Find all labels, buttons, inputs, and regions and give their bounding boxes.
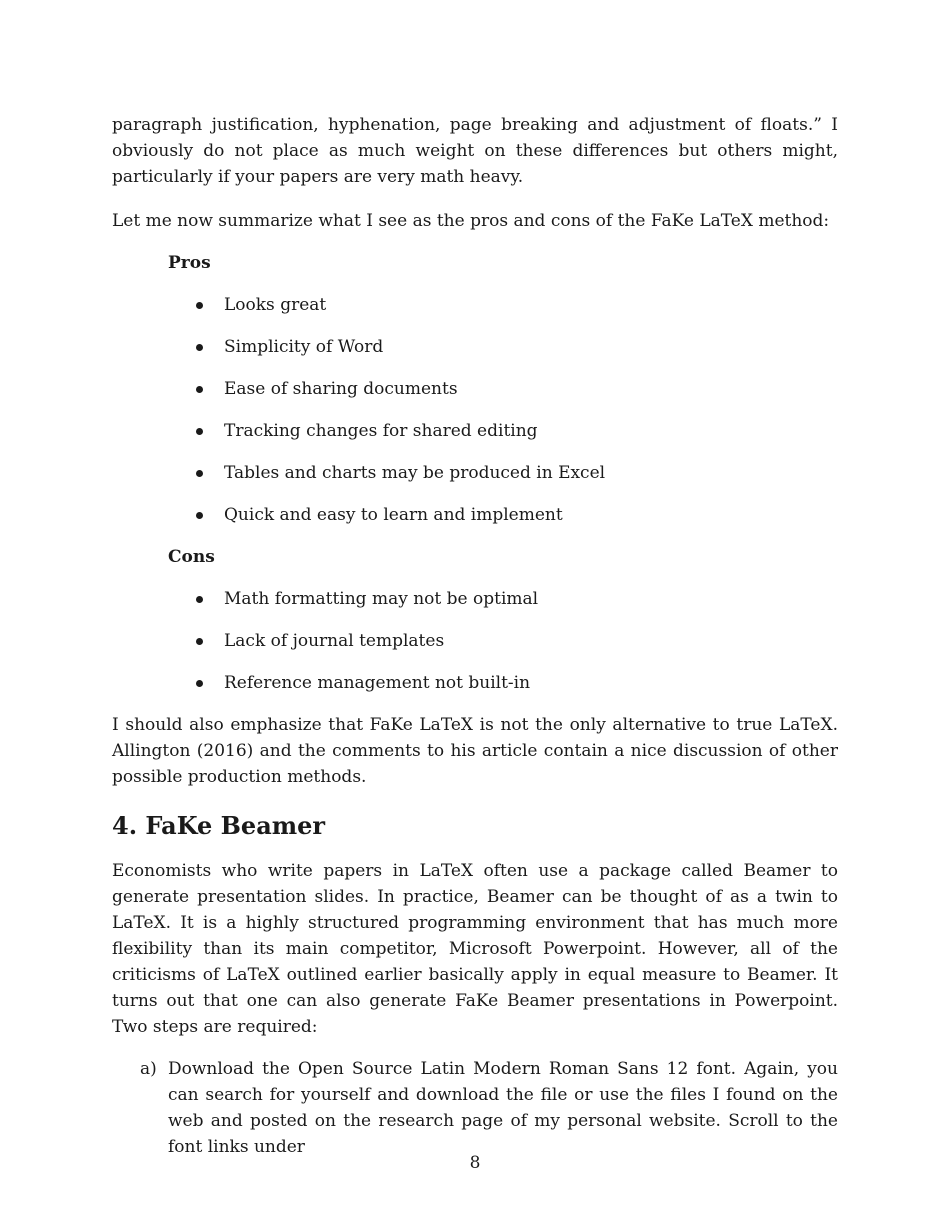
list-item: Tables and charts may be produced in Excel [112,460,838,486]
paragraph-floats-continuation: paragraph justification, hyphenation, page breaking and adjustment of floats.” I obviously do not place as much weight on these differences but others might, particularly if your papers are very math heavy. [112,115,838,187]
paragraph-alternatives: I should also emphasize that FaKe LaTeX is not the only alternative to true LaTeX. Allington (2016) and the comments to his article contain a nice discussion of other possible production methods. [112,715,838,787]
steps-list [112,1056,838,1160]
page-number: 8 [469,1153,481,1173]
bullet-icon [196,470,203,477]
bullet-icon [196,512,203,519]
list-item: Looks great [112,292,838,318]
list-item: Quick and easy to learn and implement [112,502,838,528]
cons-heading: Cons [168,547,215,567]
list-item: Reference management not built-in [112,670,838,696]
pros-heading: Pros [168,253,211,273]
bullet-icon [196,596,203,603]
cons-list [112,586,838,696]
bullet-icon [196,680,203,687]
list-item: Simplicity of Word [112,334,838,360]
paragraph-pros-cons-intro: Let me now summarize what I see as the pros and cons of the FaKe LaTeX method: [112,211,830,231]
paragraph-beamer-intro: Economists who write papers in LaTeX often use a package called Beamer to generate presentation slides. In practice, Beamer can be thought of as a twin to LaTeX. It is a highly structured programming environment that has much more flexibility than its main competitor, Microsoft Powerpoint. However, all of the criticisms of LaTeX outlined earlier basically apply in equal measure to Beamer. It turns out that one can also generate FaKe Beamer presentations in Powerpoint. Two steps are required: [112,861,838,1037]
bullet-icon [196,638,203,645]
bullet-icon [196,386,203,393]
bullet-icon [196,428,203,435]
bullet-icon [196,302,203,309]
bullet-icon [196,344,203,351]
pros-list [112,292,838,528]
list-item [112,1056,838,1160]
step-text: Download the Open Source Latin Modern Roman Sans 12 font. Again, you can search for yourself and download the file or use the files I found on the web and posted on the research page of my personal website. Scroll to the font links under [168,1059,838,1157]
section-title: 4. FaKe Beamer [112,811,326,840]
list-item: Tracking changes for shared editing [112,418,838,444]
list-item: Lack of journal templates [112,628,838,654]
step-marker: a) [140,1059,157,1079]
document-page [112,112,838,1160]
list-item: Math formatting may not be optimal [112,586,838,612]
list-item: Ease of sharing documents [112,376,838,402]
